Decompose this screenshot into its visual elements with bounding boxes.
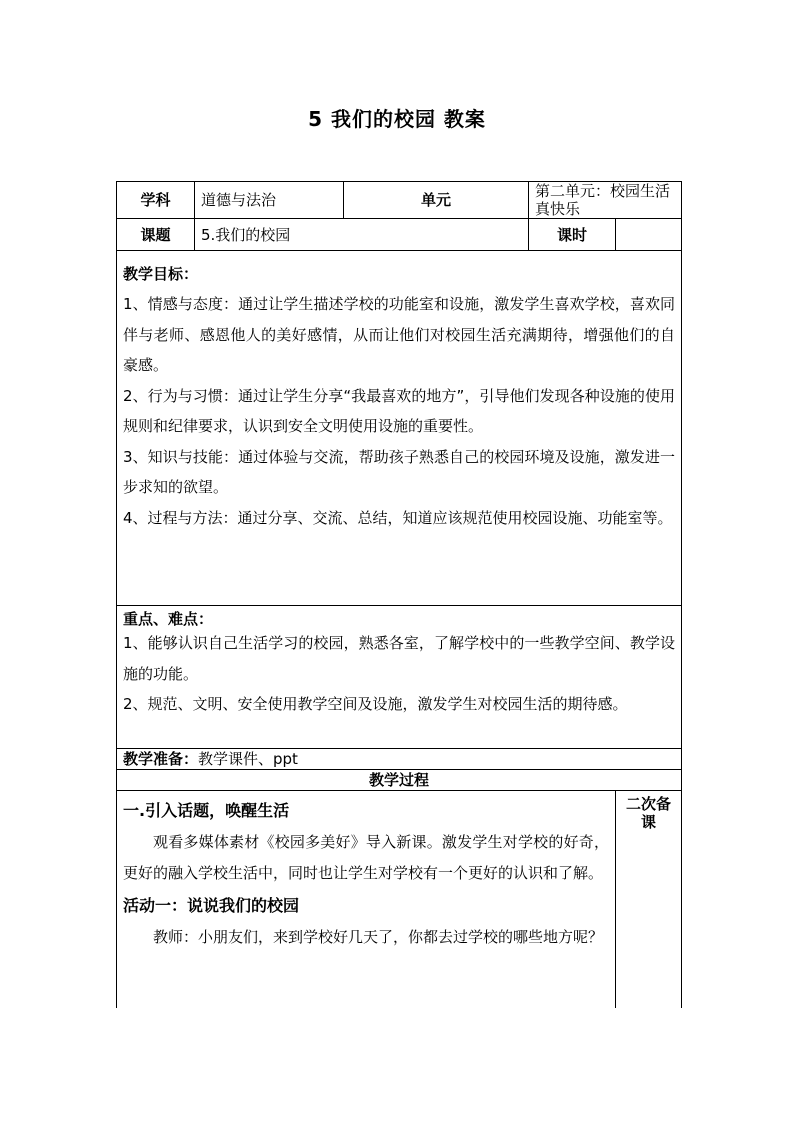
key-points-heading: 重点、难点：: [123, 610, 214, 628]
process-content-cell: [117, 791, 616, 1009]
header-row-subject: [117, 182, 682, 219]
preparation-row: [117, 749, 682, 770]
objective-item: 3、知识与技能：通过体验与交流，帮助孩子熟悉自己的校园环境及设施，激发进一步求知的欲望。: [123, 447, 676, 496]
lesson-value: 5.我们的校园: [195, 219, 529, 251]
key-point-item: 1、能够认识自己生活学习的校园，熟悉各室，了解学校中的一些教学空间、教学设施的功能。: [123, 634, 676, 683]
process-heading-row: [117, 770, 682, 791]
key-points-cell: [117, 606, 682, 749]
subject-value: 道德与法治: [195, 182, 344, 219]
preparation-value: 教学课件、ppt: [198, 750, 298, 768]
backup-plan-label: 二次备课: [626, 795, 672, 831]
subject-label: 学科: [117, 182, 195, 219]
preparation-cell: [117, 749, 682, 770]
key-points-row: [117, 606, 682, 749]
objectives-row: [117, 251, 682, 606]
key-point-item: 2、规范、文明、安全使用教学空间及设施，激发学生对校园生活的期待感。: [123, 695, 628, 713]
section-intro-text: 观看多媒体素材《校园多美好》导入新课。激发学生对学校的好奇，更好的融入学校生活中，同时也让学生对学校有一个更好的认识和了解。: [123, 833, 610, 882]
objective-item: 2、行为与习惯：通过让学生分享“我最喜欢的地方”，引导他们发现各种设施的使用规则和纪律要求，认识到安全文明使用设施的重要性。: [123, 386, 676, 435]
process-body-row: [117, 791, 682, 1009]
period-value: [616, 219, 682, 251]
backup-plan-cell: [616, 791, 682, 1009]
lesson-label: 课题: [117, 219, 195, 251]
unit-label: 单元: [344, 182, 529, 219]
process-heading: 教学过程: [117, 770, 682, 791]
preparation-label: 教学准备：: [123, 750, 199, 768]
activity-one-text: 教师：小朋友们，来到学校好几天了，你都去过学校的哪些地方呢？: [153, 928, 604, 946]
period-label: 课时: [529, 219, 616, 251]
objective-item: 1、情感与态度：通过让学生描述学校的功能室和设施，激发学生喜欢学校，喜欢同伴与老师、感恩他人的美好感情，从而让他们对校园生活充满期待，增强他们的自豪感。: [123, 295, 676, 374]
objective-item: 4、过程与方法：通过分享、交流、总结，知道应该规范使用校园设施、功能室等。: [123, 508, 673, 527]
objectives-cell: [117, 251, 682, 606]
header-row-lesson: [117, 219, 682, 251]
unit-value: 第二单元：校园生活真快乐: [529, 182, 682, 219]
activity-one-title: 活动一：说说我们的校园: [123, 896, 300, 915]
lesson-plan-table: [116, 181, 682, 1008]
section-intro-title: 一.引入话题，唤醒生活: [123, 801, 290, 820]
document-title: 5 我们的校园 教案: [308, 107, 486, 131]
objectives-heading: 教学目标：: [123, 265, 199, 283]
